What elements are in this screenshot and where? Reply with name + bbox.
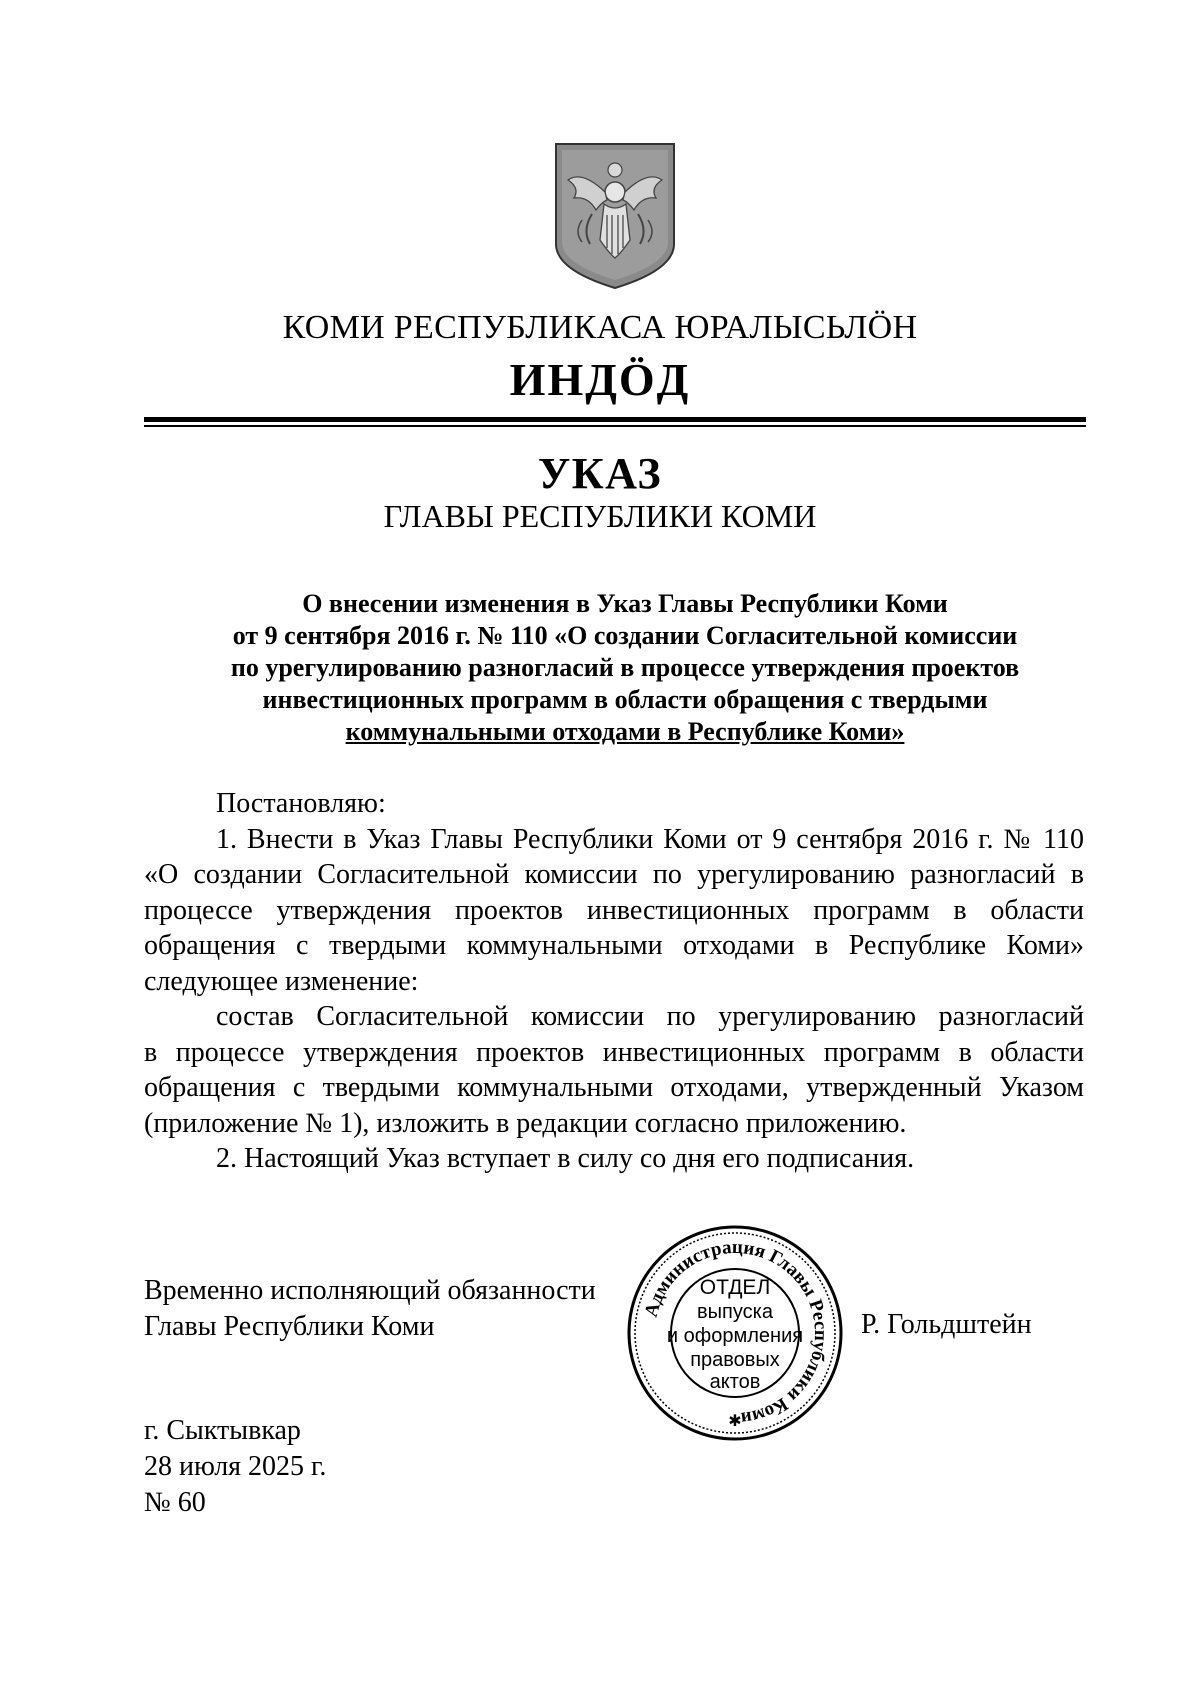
footer-number: № 60 xyxy=(144,1487,206,1518)
stamp-center-line: ОТДЕЛ xyxy=(699,1276,771,1299)
body-intro: Постановляю: xyxy=(216,788,386,819)
official-stamp-icon xyxy=(624,1222,846,1444)
document-subtitle: ГЛАВЫ РЕСПУБЛИКИ КОМИ xyxy=(383,498,817,534)
body-p1-line: процессе утверждения проектов инвестиционных программ в области xyxy=(144,894,1084,926)
body-p1-line: обращения с твердыми коммунальными отходами в Республике Коми» xyxy=(144,930,1084,961)
body-p2-line: состав Согласительной комиссии по урегулированию разногласий xyxy=(216,1001,1084,1032)
subject-line: О внесении изменения в Указ Главы Республики Коми xyxy=(302,589,948,618)
subject-line: от 9 сентября 2016 г. № 110 «О создании Согласительной комиссии xyxy=(232,621,1018,650)
stamp-center-line: выпуска xyxy=(697,1301,773,1323)
body-p3: 2. Настоящий Указ вступает в силу со дня его подписания. xyxy=(216,1143,915,1174)
document-subject xyxy=(160,588,1090,748)
stamp-center-line: актов xyxy=(709,1371,761,1393)
komi-coat-of-arms-icon xyxy=(552,140,678,290)
body-p2-line: (приложение № 1), изложить в редакции согласно приложению. xyxy=(144,1107,907,1139)
body-p2-line: обращения с твердыми коммунальными отходами, утвержденный Указом xyxy=(144,1072,1084,1103)
body-p1-line: «О создании Согласительной комиссии по урегулированию разногласий в xyxy=(144,859,1084,890)
subject-line: по урегулированию разногласий в процессе утверждения проектов xyxy=(230,653,1020,682)
stamp-ring-text: Администрация Главы Республики Коми xyxy=(640,1236,832,1429)
header-divider-thick xyxy=(144,417,1086,422)
signatory-name: Р. Гольдштейн xyxy=(861,1309,1032,1340)
signatory-position xyxy=(144,1273,596,1345)
header-indod: ИНДÖД xyxy=(509,354,691,405)
subject-line: инвестиционных программ в области обращения с твердыми xyxy=(262,685,988,714)
stamp-center-line: и оформления xyxy=(666,1325,804,1347)
signatory-position-line: Главы Республики Коми xyxy=(144,1311,435,1342)
subject-line-underlined: коммунальными отходами в Республике Коми» xyxy=(345,717,905,746)
header-republic-name-komi: КОМИ РЕСПУБЛИКАСА ЮРАЛЫСЬЛÖН xyxy=(282,309,918,346)
body-p1-line: следующее изменение: xyxy=(144,965,419,997)
document-body xyxy=(144,786,1084,1177)
footer-city: г. Сыктывкар xyxy=(144,1415,301,1446)
body-p2-line: в процессе утверждения проектов инвестиционных программ в области xyxy=(144,1036,1084,1068)
signatory-position-line: Временно исполняющий обязанности xyxy=(144,1275,596,1306)
document-footer xyxy=(144,1413,326,1521)
document-title: УКАЗ xyxy=(537,449,663,498)
stamp-center-line: правовых xyxy=(690,1349,780,1371)
stamp-star-icon: ✱ xyxy=(728,1413,742,1430)
footer-date: 28 июля 2025 г. xyxy=(144,1451,327,1482)
body-p1-line: 1. Внести в Указ Главы Республики Коми от 9 сентября 2016 г. № 110 xyxy=(216,823,1084,855)
header-divider-thin xyxy=(144,425,1086,427)
